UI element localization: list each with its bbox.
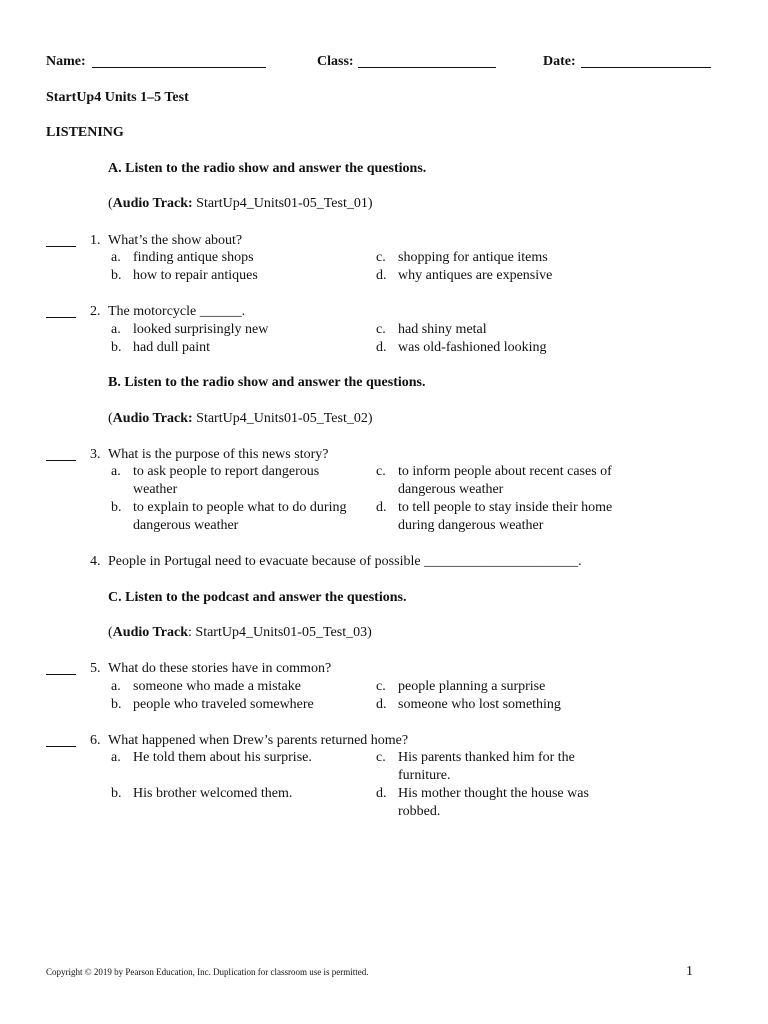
part-a-instruction: A. Listen to the radio show and answer the questions. (108, 161, 427, 176)
option-letter: b. (111, 268, 122, 283)
section-title: LISTENING (46, 125, 124, 140)
option-text: why antiques are expensive (398, 268, 553, 283)
class-label: Class: (317, 54, 354, 69)
option-text: shopping for antique items (398, 250, 548, 265)
question-text: What is the purpose of this news story? (108, 447, 329, 462)
doc-title: StartUp4 Units 1–5 Test (46, 90, 189, 105)
class-blank[interactable] (358, 67, 496, 68)
option-letter: c. (376, 750, 386, 765)
option-text: had dull paint (133, 340, 210, 355)
option-letter: b. (111, 697, 122, 712)
option-letter: c. (376, 322, 386, 337)
option-text: to tell people to stay inside their home during dangerous weather (398, 500, 613, 533)
option-letter: d. (376, 697, 387, 712)
option-text: finding antique shops (133, 250, 254, 265)
question-text: People in Portugal need to evacuate because of possible ______________________. (108, 554, 582, 569)
part-c-audio-track: (Audio Track: StartUp4_Units01-05_Test_03) (108, 625, 372, 640)
answer-blank[interactable] (46, 460, 76, 461)
option-text: had shiny metal (398, 322, 487, 337)
part-b-audio-track: (Audio Track: StartUp4_Units01-05_Test_02) (108, 411, 373, 426)
question-number: 6. (90, 733, 101, 748)
option-text: to inform people about recent cases of dangerous weather (398, 464, 612, 497)
answer-blank[interactable] (46, 246, 76, 247)
part-c-instruction: C. Listen to the podcast and answer the questions. (108, 590, 407, 605)
option-text: people planning a surprise (398, 679, 546, 694)
option-text: His brother welcomed them. (133, 786, 293, 801)
option-letter: b. (111, 786, 122, 801)
question-text: What happened when Drew’s parents returned home? (108, 733, 409, 748)
option-text: His mother thought the house was robbed. (398, 786, 589, 819)
option-letter: c. (376, 679, 386, 694)
option-text: His parents thanked him for the furniture. (398, 750, 575, 783)
option-letter: b. (111, 500, 122, 515)
answer-blank[interactable] (46, 746, 76, 747)
question-number: 1. (90, 233, 101, 248)
option-text: someone who made a mistake (133, 679, 301, 694)
option-letter: a. (111, 750, 121, 765)
option-letter: c. (376, 250, 386, 265)
answer-blank[interactable] (46, 674, 76, 675)
date-blank[interactable] (581, 67, 711, 68)
option-text: someone who lost something (398, 697, 561, 712)
option-letter: a. (111, 464, 121, 479)
question-text: What’s the show about? (108, 233, 243, 248)
option-letter: a. (111, 679, 121, 694)
answer-blank[interactable] (46, 317, 76, 318)
page-number: 1 (686, 964, 693, 979)
question-number: 3. (90, 447, 101, 462)
question-number: 5. (90, 661, 101, 676)
name-blank[interactable] (92, 67, 266, 68)
option-letter: a. (111, 322, 121, 337)
question-text: The motorcycle ______. (108, 304, 246, 319)
part-a-audio-track: (Audio Track: StartUp4_Units01-05_Test_01) (108, 196, 373, 211)
copyright-footer: Copyright © 2019 by Pearson Education, Inc. Duplication for classroom use is permitted. (46, 967, 369, 977)
option-text: looked surprisingly new (133, 322, 269, 337)
option-letter: d. (376, 786, 387, 801)
option-text: to explain to people what to do during dangerous weather (133, 500, 347, 533)
option-text: how to repair antiques (133, 268, 258, 283)
part-b-instruction: B. Listen to the radio show and answer the questions. (108, 375, 426, 390)
name-label: Name: (46, 54, 86, 69)
option-text: was old-fashioned looking (398, 340, 547, 355)
option-letter: d. (376, 340, 387, 355)
date-label: Date: (543, 54, 576, 69)
option-text: He told them about his surprise. (133, 750, 312, 765)
option-letter: b. (111, 340, 122, 355)
question-number: 2. (90, 304, 101, 319)
option-letter: a. (111, 250, 121, 265)
option-text: people who traveled somewhere (133, 697, 314, 712)
question-text: What do these stories have in common? (108, 661, 332, 676)
option-text: to ask people to report dangerous weather (133, 464, 320, 497)
question-number: 4. (90, 554, 101, 569)
option-letter: d. (376, 500, 387, 515)
option-letter: d. (376, 268, 387, 283)
option-letter: c. (376, 464, 386, 479)
